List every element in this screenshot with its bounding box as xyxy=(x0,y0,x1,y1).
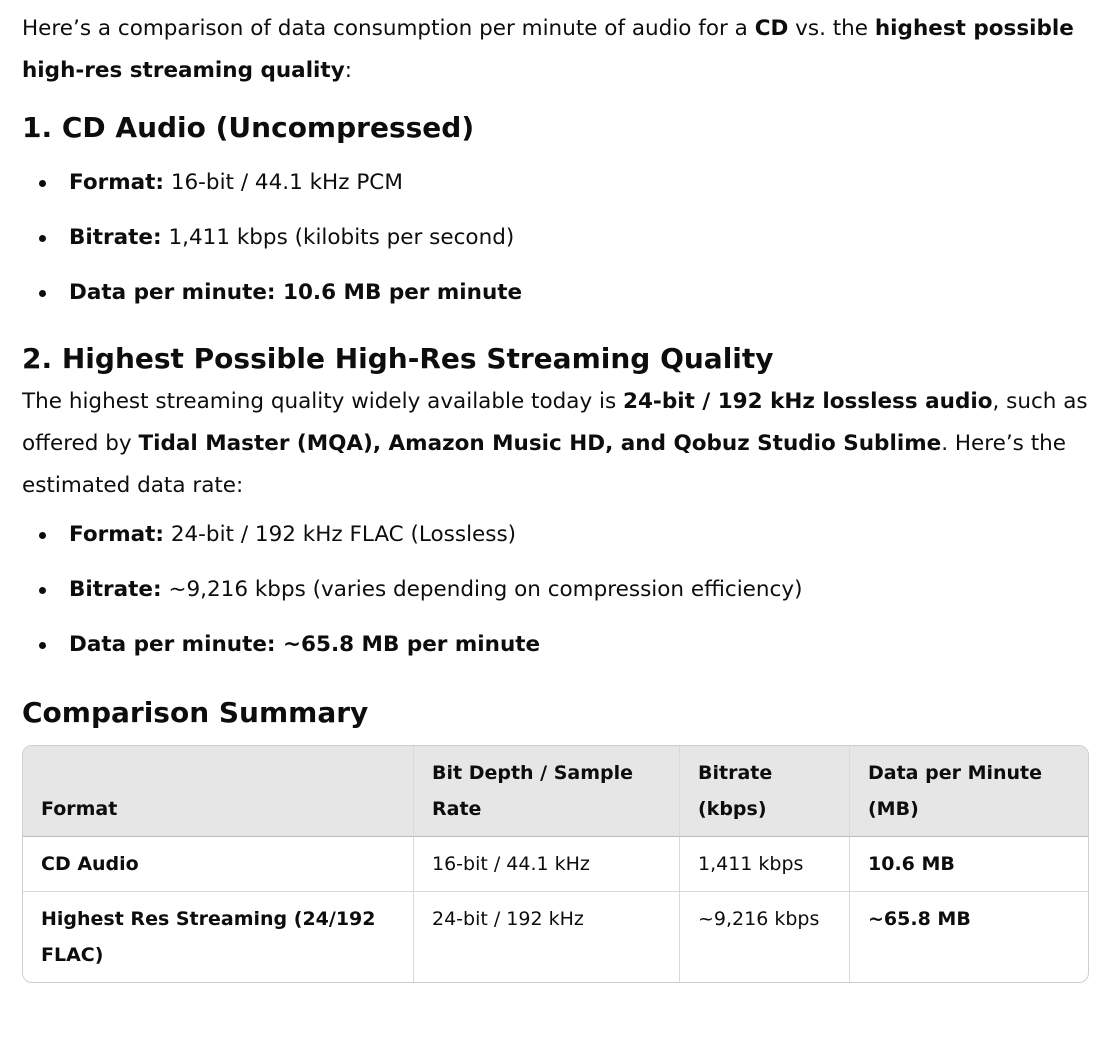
item-label: Bitrate: xyxy=(69,225,162,250)
bullet-icon xyxy=(39,180,46,187)
table-row xyxy=(23,837,1088,892)
cell-format: CD Audio xyxy=(23,837,414,892)
list-item xyxy=(22,155,1088,210)
item-value: ~9,216 kbps (varies depending on compression efficiency) xyxy=(161,577,803,602)
cell-format: Highest Res Streaming (24/192 FLAC) xyxy=(23,892,414,982)
bullet-icon xyxy=(39,290,46,297)
cell-data-per-minute: ~65.8 MB xyxy=(868,908,971,930)
table-row xyxy=(23,892,1088,982)
cd-spec-list xyxy=(22,155,1088,320)
high-res-paragraph xyxy=(22,381,1088,507)
list-item xyxy=(22,265,1088,320)
column-header-format: Format xyxy=(23,746,414,837)
item-label: Data per minute: ~65.8 MB per minute xyxy=(69,632,541,657)
para-mid: , such as offered by xyxy=(22,389,1088,456)
cell-bitrate: 1,411 kbps xyxy=(680,837,850,892)
item-value: 24-bit / 192 kHz FLAC (Lossless) xyxy=(163,522,517,547)
intro-highest: highest possible high-res streaming quality xyxy=(22,16,1074,83)
heading-comparison-summary: Comparison Summary xyxy=(22,696,369,729)
list-item xyxy=(22,562,1088,617)
list-item xyxy=(22,210,1088,265)
bullet-icon xyxy=(39,642,46,649)
intro-text-before: Here’s a comparison of data consumption per minute of audio for a xyxy=(22,16,755,41)
bullet-icon xyxy=(39,587,46,594)
table-header-row xyxy=(23,746,1088,837)
comparison-table xyxy=(22,745,1089,983)
cell-bit-depth: 16-bit / 44.1 kHz xyxy=(414,837,680,892)
list-item xyxy=(22,507,1088,562)
bullet-icon xyxy=(39,235,46,242)
bullet-icon xyxy=(39,532,46,539)
item-label: Format: xyxy=(69,170,164,195)
high-res-spec-list xyxy=(22,507,1088,672)
intro-end: : xyxy=(344,58,352,83)
heading-high-res: 2. Highest Possible High-Res Streaming Quality xyxy=(22,342,774,375)
intro-vs: vs. the xyxy=(788,16,875,41)
column-header-data-per-minute: Data per Minute (MB) xyxy=(850,746,1088,837)
cell-data-per-minute: 10.6 MB xyxy=(850,837,1088,892)
column-header-bitrate: Bitrate (kbps) xyxy=(680,746,850,837)
item-label: Format: xyxy=(69,522,164,547)
intro-cd: CD xyxy=(754,16,789,41)
item-label: Bitrate: xyxy=(69,577,162,602)
heading-cd-audio: 1. CD Audio (Uncompressed) xyxy=(22,111,475,144)
para-bold-services: Tidal Master (MQA), Amazon Music HD, and Qobuz Studio Sublime xyxy=(138,431,942,456)
item-value: 1,411 kbps (kilobits per second) xyxy=(161,225,515,250)
list-item xyxy=(22,617,1088,672)
cell-bitrate: ~9,216 kbps xyxy=(680,892,850,982)
cell-bit-depth: 24-bit / 192 kHz xyxy=(414,892,680,982)
para-end: . Here’s the estimated data rate: xyxy=(22,431,1066,498)
intro-paragraph xyxy=(22,8,1088,92)
para-before: The highest streaming quality widely available today is xyxy=(22,389,624,414)
item-label: Data per minute: 10.6 MB per minute xyxy=(69,280,523,305)
column-header-bit-depth: Bit Depth / Sample Rate xyxy=(414,746,680,837)
item-value: 16-bit / 44.1 kHz PCM xyxy=(163,170,403,195)
para-bold-quality: 24-bit / 192 kHz lossless audio xyxy=(623,389,993,414)
